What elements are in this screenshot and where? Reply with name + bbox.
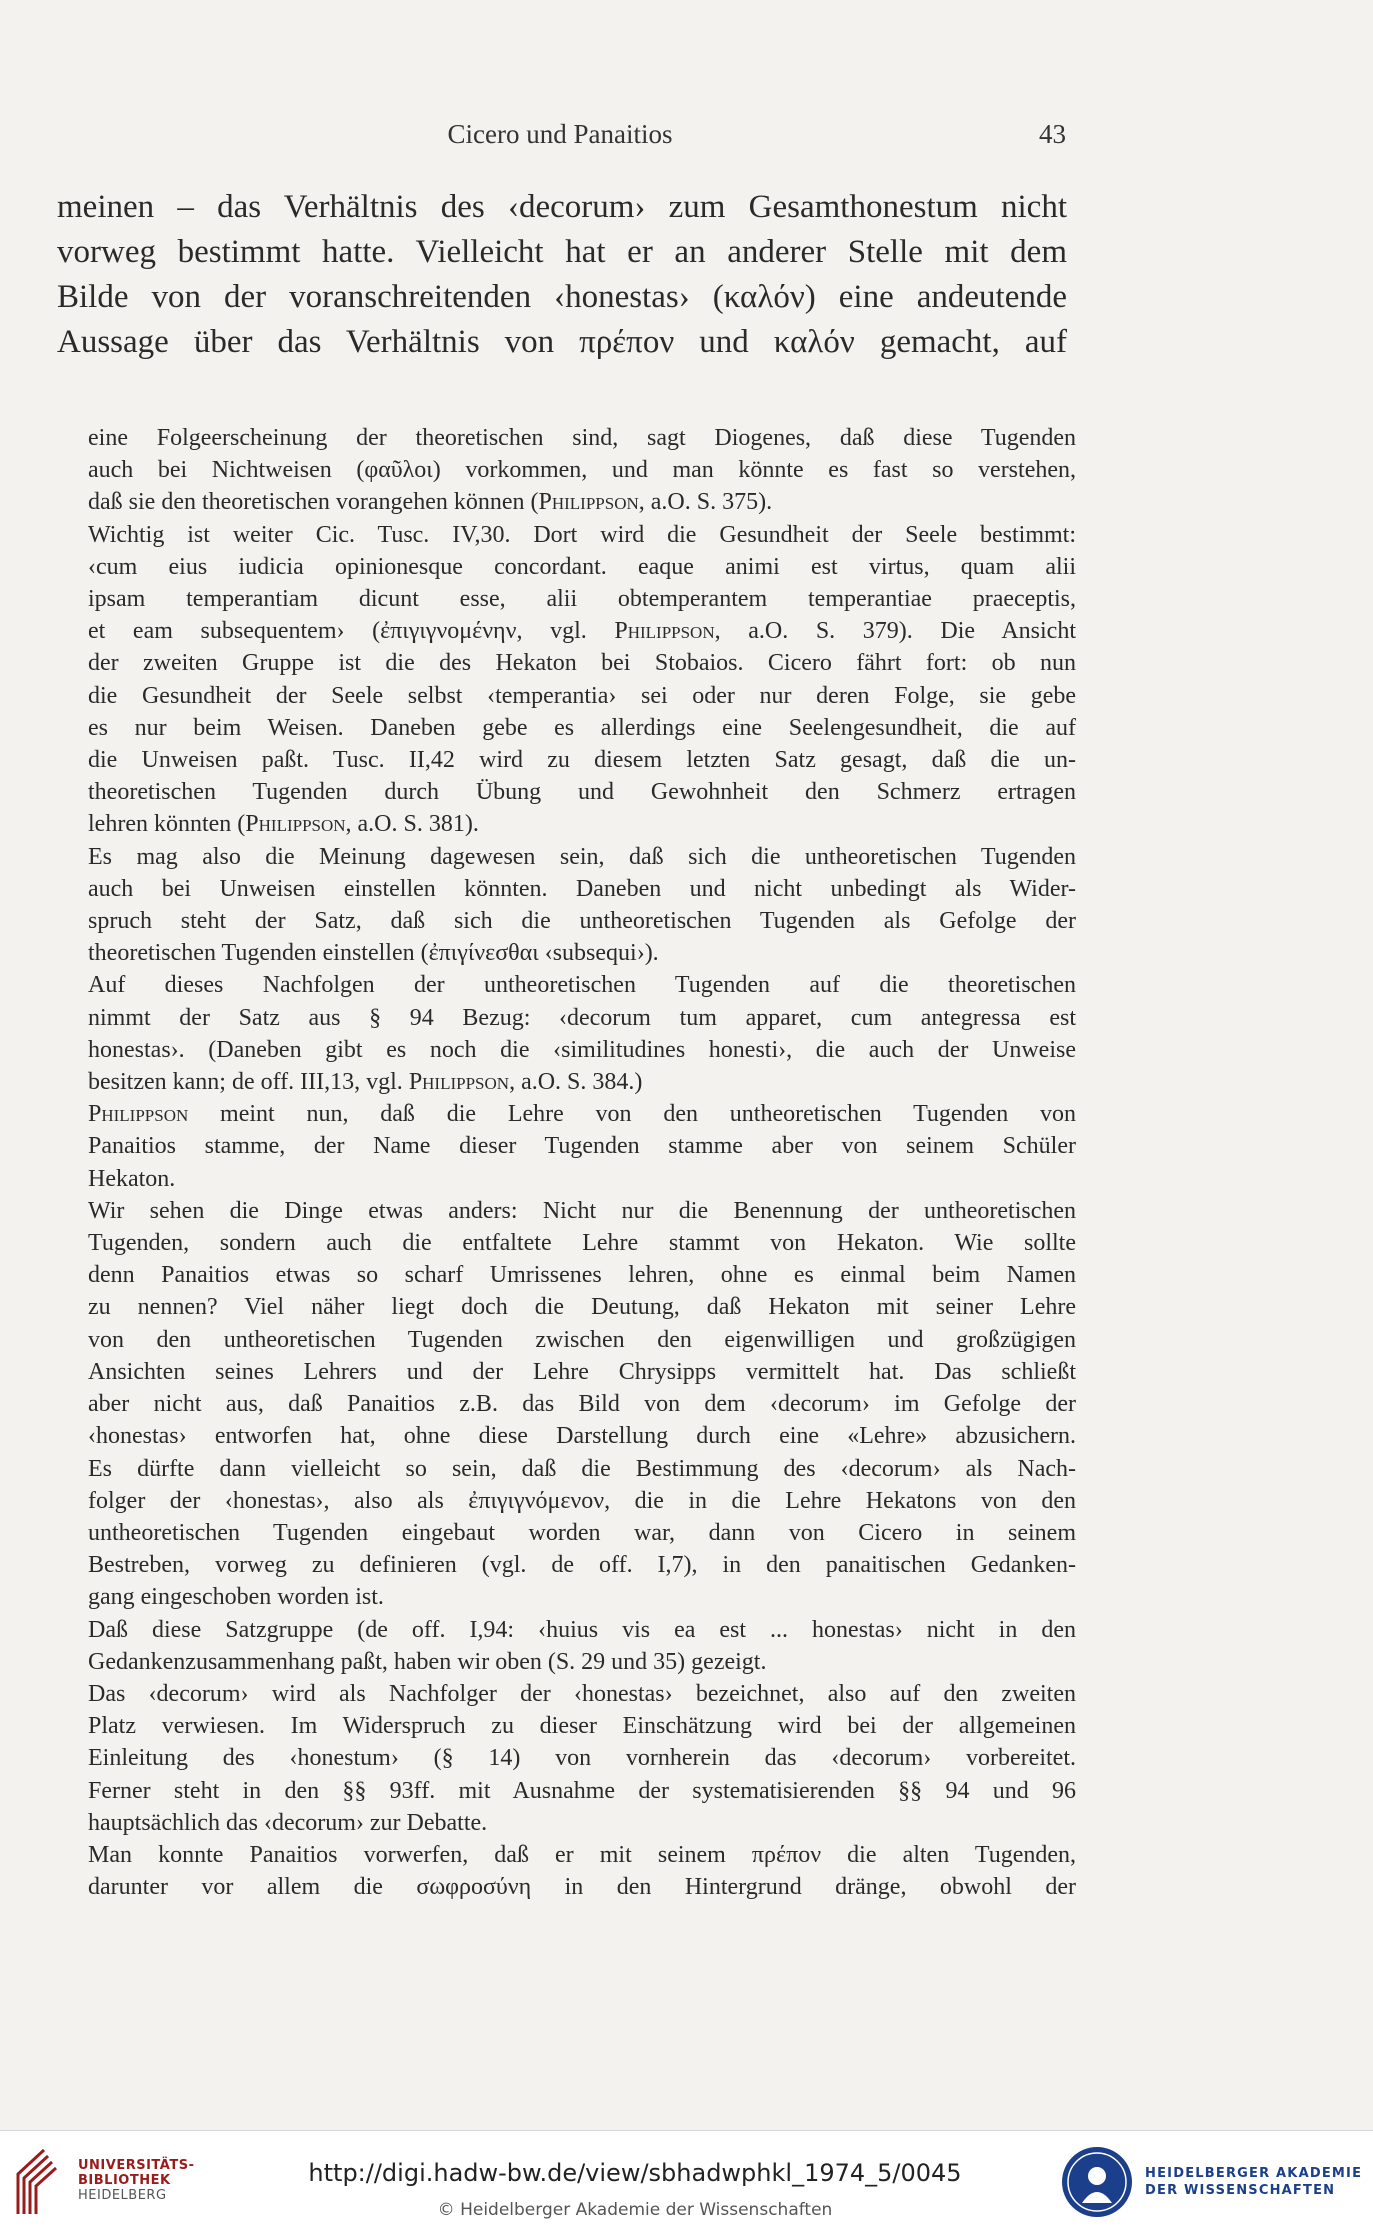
footnote-line: Ferner steht in den §§ 93ff. mit Ausnahme der systematisierenden §§ 94 und 96: [88, 1777, 1076, 1804]
academy-seal-icon: [1060, 2145, 1134, 2219]
author-name: Philippson: [614, 618, 715, 645]
footnote-line: gang eingeschoben worden ist.: [88, 1584, 384, 1611]
footnote-line: darunter vor allem die σωφροσύνη in den Hintergrund dränge, obwohl der: [88, 1874, 1076, 1901]
footnote-line: Panaitios stamme, der Name dieser Tugenden stamme aber von seinem Schüler: [88, 1133, 1076, 1160]
footnote-line: Wir sehen die Dinge etwas anders: Nicht nur die Benennung der untheoretischen: [88, 1197, 1076, 1224]
footnote-line: Man konnte Panaitios vorwerfen, daß er mit seinem πρέπον die alten Tugenden,: [88, 1841, 1076, 1868]
copyright-notice: © Heidelberger Akademie der Wissenschaften: [437, 2200, 833, 2220]
footnote-line: Philippson meint nun, daß die Lehre von den untheoretischen Tugenden von: [88, 1101, 1076, 1128]
author-name: Philippson: [245, 811, 346, 838]
footnote-line: der zweiten Gruppe ist die des Hekaton bei Stobaios. Cicero fährt fort: ob nun: [88, 650, 1076, 677]
main-text-line: Bilde von der voranschreitenden ‹honestas› (καλόν) eine andeutende: [57, 279, 1067, 315]
main-text-line: Aussage über das Verhältnis von πρέπον und καλόν gemacht, auf: [57, 324, 1067, 360]
author-name: Philippson: [538, 489, 639, 516]
author-name: Philippson: [408, 1069, 510, 1096]
academy-name-line: DER WISSENSCHAFTEN: [1145, 2183, 1336, 2198]
permalink-url[interactable]: http://digi.hadw-bw.de/view/sbhadwphkl_1974_5/0045: [308, 2159, 962, 2187]
footnote-line: Einleitung des ‹honestum› (§ 14) von vornherein das ‹decorum› vorbereitet.: [88, 1745, 1076, 1772]
footnote-line: ‹cum eius iudicia opinionesque concordant. eaque animi est virtus, quam alii: [88, 553, 1076, 580]
footnote-line: theoretischen Tugenden einstellen (ἐπιγίνεσθαι ‹subsequi›).: [88, 940, 659, 967]
page-number: 43: [1039, 119, 1066, 149]
main-text-line: vorweg bestimmt hatte. Vielleicht hat er an anderer Stelle mit dem: [57, 234, 1067, 270]
main-text: [57, 185, 1067, 365]
author-name: Philippson: [88, 1101, 189, 1128]
footnote-line: Wichtig ist weiter Cic. Tusc. IV,30. Dort wird die Gesundheit der Seele bestimmt:: [88, 521, 1076, 548]
footnote-line: Tugenden, sondern auch die entfaltete Lehre stammt von Hekaton. Wie sollte: [88, 1230, 1076, 1257]
footnote-line: die Unweisen paßt. Tusc. II,42 wird zu diesem letzten Satz gesagt, daß die un-: [88, 747, 1076, 774]
footnote-line: daß sie den theoretischen vorangehen können (Philippson, a.O. S. 375).: [88, 489, 773, 516]
footnote-line: folger der ‹honestas›, also als ἐπιγιγνόμενον, die in die Lehre Hekatons von den: [88, 1487, 1076, 1514]
footnote-line: Ansichten seines Lehrers und der Lehre Chrysipps vermittelt hat. Das schließt: [88, 1358, 1076, 1385]
footnote-line: besitzen kann; de off. III,13, vgl. Philippson, a.O. S. 384.): [88, 1069, 643, 1096]
footnote-line: lehren könnten (Philippson, a.O. S. 381).: [88, 811, 479, 838]
footnote-line: honestas›. (Daneben gibt es noch die ‹similitudines honesti›, die auch der Unweise: [88, 1036, 1076, 1063]
footnote-line: Es dürfte dann vielleicht so sein, daß die Bestimmung des ‹decorum› als Nach-: [88, 1455, 1076, 1482]
footnote-line: die Gesundheit der Seele selbst ‹temperantia› sei oder nur deren Folge, sie gebe: [88, 682, 1076, 709]
footnote-line: Das ‹decorum› wird als Nachfolger der ‹honestas› bezeichnet, also auf den zweiten: [88, 1680, 1076, 1707]
footnote-block: [88, 422, 1076, 1903]
footnote-line: auch bei Unweisen einstellen könnten. Daneben und nicht unbedingt als Wider-: [88, 875, 1076, 902]
footnote-line: ipsam temperantiam dicunt esse, alii obtemperantem temperantiae praeceptis,: [88, 586, 1076, 613]
footnote-line: auch bei Nichtweisen (φαῦλοι) vorkommen, und man könnte es fast so verstehen,: [88, 457, 1076, 484]
footnote-line: denn Panaitios etwas so scharf Umrissenes lehren, ohne es einmal beim Namen: [88, 1262, 1076, 1289]
footnote-line: Bestreben, vorweg zu definieren (vgl. de off. I,7), in den panaitischen Gedanken-: [88, 1552, 1076, 1579]
footnote-line: Platz verwiesen. Im Widerspruch zu dieser Einschätzung wird bei der allgemeinen: [88, 1713, 1076, 1740]
footnote-line: spruch steht der Satz, daß sich die untheoretischen Tugenden als Gefolge der: [88, 908, 1076, 935]
footnote-line: Daß diese Satzgruppe (de off. I,94: ‹huius vis ea est ... honestas› nicht in den: [88, 1616, 1076, 1643]
academy-name-line: HEIDELBERGER AKADEMIE: [1145, 2166, 1363, 2181]
academy-name: [1145, 2165, 1362, 2199]
footnote-line: theoretischen Tugenden durch Übung und Gewohnheit den Schmerz ertragen: [88, 779, 1076, 806]
library-name-line: BIBLIOTHEK: [78, 2173, 171, 2188]
footnote-line: von den untheoretischen Tugenden zwischen den eigenwilligen und großzügigen: [88, 1326, 1076, 1353]
footnote-line: Es mag also die Meinung dagewesen sein, daß sich die untheoretischen Tugenden: [88, 843, 1076, 870]
footnote-line: eine Folgeerscheinung der theoretischen sind, sagt Diogenes, daß diese Tugenden: [88, 425, 1076, 451]
library-name-line: HEIDELBERG: [78, 2188, 167, 2203]
footnote-line: Auf dieses Nachfolgen der untheoretischen Tugenden auf die theoretischen: [88, 972, 1076, 999]
footnote-line: es nur beim Weisen. Daneben gebe es allerdings eine Seelengesundheit, die auf: [88, 714, 1076, 741]
viewer-footer: [0, 2130, 1373, 2232]
footnote-line: et eam subsequentem› (ἐπιγιγνομένην, vgl. Philippson, a.O. S. 379). Die Ansicht: [88, 618, 1076, 645]
footnote-line: Gedankenzusammenhang paßt, haben wir oben (S. 29 und 35) gezeigt.: [88, 1648, 767, 1675]
footnote-line: Hekaton.: [88, 1165, 176, 1192]
footnote-line: aber nicht aus, daß Panaitios z.B. das Bild von dem ‹decorum› im Gefolge der: [88, 1391, 1076, 1418]
footnote-line: nimmt der Satz aus § 94 Bezug: ‹decorum tum apparet, cum antegressa est: [88, 1004, 1076, 1031]
footnote-line: untheoretischen Tugenden eingebaut worden war, dann von Cicero in seinem: [88, 1519, 1076, 1546]
university-library-logo-icon: [14, 2146, 60, 2216]
footnote-line: ‹honestas› entworfen hat, ohne diese Darstellung durch eine «Lehre» abzusichern.: [88, 1423, 1076, 1450]
library-name: [78, 2158, 194, 2203]
footnote-line: hauptsächlich das ‹decorum› zur Debatte.: [88, 1809, 488, 1836]
footnote-line: zu nennen? Viel näher liegt doch die Deutung, daß Hekaton mit seiner Lehre: [88, 1294, 1076, 1321]
library-name-line: UNIVERSITÄTS-: [78, 2158, 195, 2173]
running-title: Cicero und Panaitios: [447, 119, 673, 149]
main-text-line: meinen – das Verhältnis des ‹decorum› zum Gesamthonestum nicht: [57, 189, 1067, 225]
